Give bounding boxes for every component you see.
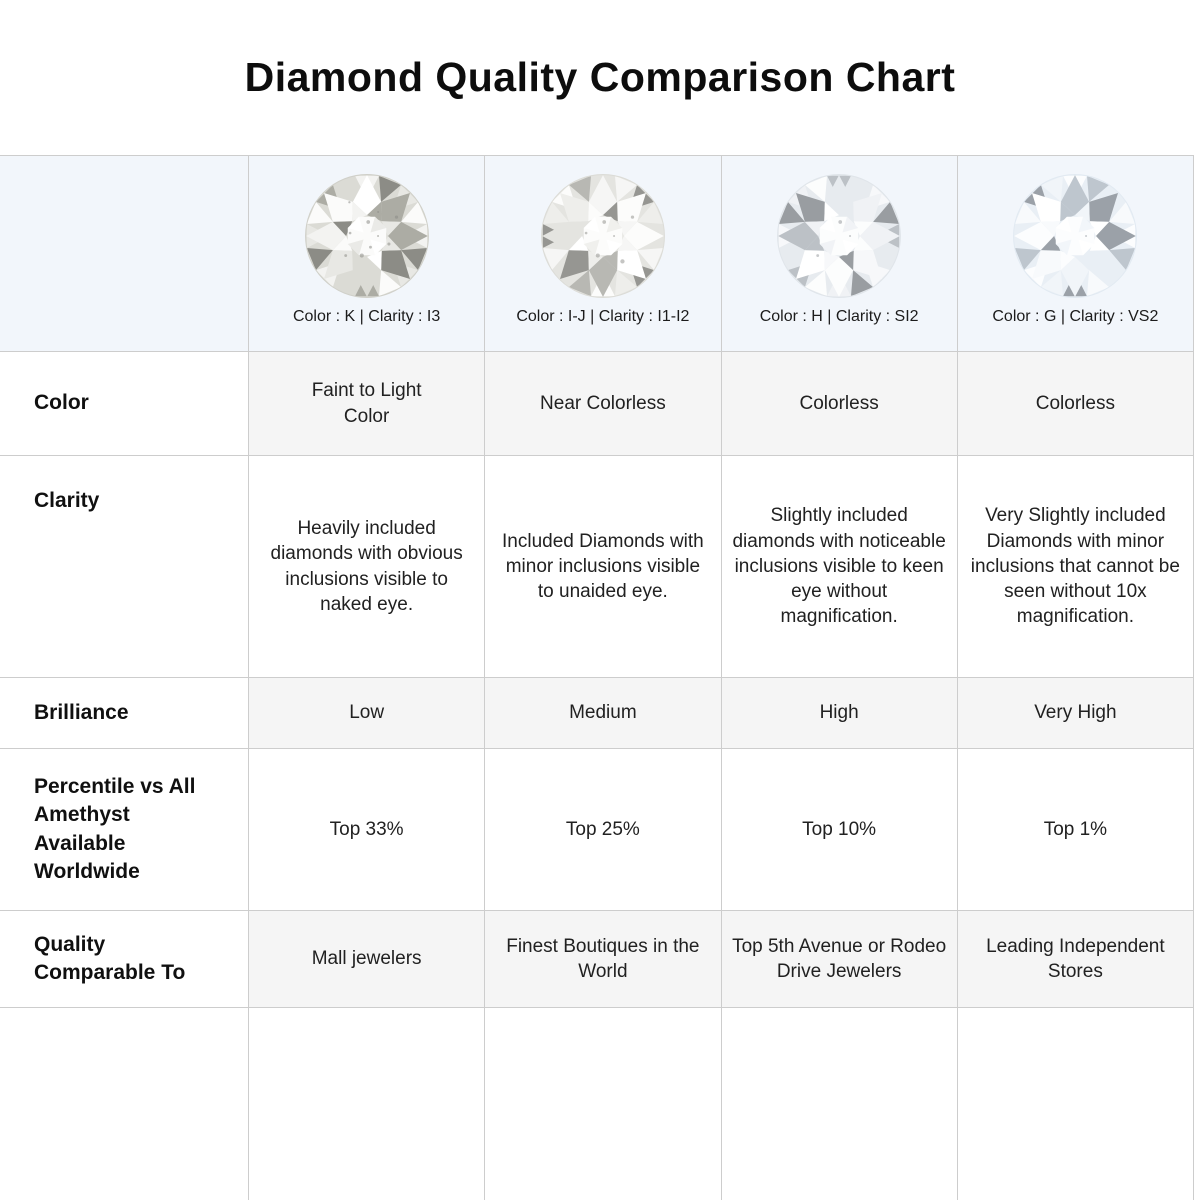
table-cell: Leading Independent Stores — [957, 911, 1193, 1007]
table-cell: Colorless — [957, 352, 1193, 455]
table-cell: Very High — [957, 678, 1193, 748]
table-cell: Included Diamonds with minor inclusions visible to unaided eye. — [484, 456, 720, 677]
table-cell: Slightly included diamonds with noticeable inclusions visible to keen eye without magnification. — [721, 456, 957, 677]
row-percentile — [0, 749, 1193, 911]
table-cell: Top 25% — [484, 749, 720, 910]
column-header — [248, 156, 484, 351]
table-cell: Mall jewelers — [248, 911, 484, 1007]
table-cell: Medium — [484, 678, 720, 748]
table-cell: Faint to Light Color — [248, 352, 484, 455]
row-label: Color — [0, 352, 248, 455]
diamond-h-si2-icon — [775, 172, 903, 300]
table-cell: Finest Boutiques in the World — [484, 911, 720, 1007]
row-label: Percentile vs All Amethyst Available Worldwide — [0, 749, 248, 910]
row-brilliance — [0, 678, 1193, 749]
row-clarity — [0, 456, 1193, 678]
table-cell: Top 5th Avenue or Rodeo Drive Jewelers — [721, 911, 957, 1007]
table-cell: Colorless — [721, 352, 957, 455]
row-label: Clarity — [0, 456, 248, 677]
column-header — [484, 156, 720, 351]
table-cell: High — [721, 678, 957, 748]
table-cell: Near Colorless — [484, 352, 720, 455]
column-caption: Color : I-J | Clarity : I1-I2 — [516, 308, 690, 325]
table-cell: Heavily included diamonds with obvious inclusions visible to naked eye. — [248, 456, 484, 677]
row-label: Brilliance — [0, 678, 248, 748]
empty-cell — [248, 1008, 484, 1200]
table-cell: Top 10% — [721, 749, 957, 910]
page-title: Diamond Quality Comparison Chart — [244, 54, 956, 100]
column-header — [957, 156, 1193, 351]
diamond-ij-i1i2-icon — [539, 172, 667, 300]
empty-cell — [0, 1008, 248, 1200]
empty-cell — [484, 1008, 720, 1200]
row-label: Quality Comparable To — [0, 911, 248, 1007]
column-caption: Color : K | Clarity : I3 — [292, 308, 441, 325]
table-cell: Low — [248, 678, 484, 748]
diamond-k-i3-icon — [303, 172, 431, 300]
row-quality — [0, 911, 1193, 1008]
table-cell: Very Slightly included Diamonds with minor inclusions that cannot be seen without 10x magnification. — [957, 456, 1193, 677]
empty-cell — [957, 1008, 1193, 1200]
table-cell: Top 1% — [957, 749, 1193, 910]
row-color — [0, 352, 1193, 456]
column-caption: Color : G | Clarity : VS2 — [992, 308, 1159, 325]
diamond-g-vs2-icon — [1011, 172, 1139, 300]
header-corner-cell — [0, 156, 248, 351]
row-empty — [0, 1008, 1193, 1200]
table-cell: Top 33% — [248, 749, 484, 910]
comparison-table — [0, 155, 1194, 1200]
column-caption: Color : H | Clarity : SI2 — [759, 308, 919, 325]
empty-cell — [721, 1008, 957, 1200]
column-header — [721, 156, 957, 351]
row-header — [0, 156, 1193, 352]
